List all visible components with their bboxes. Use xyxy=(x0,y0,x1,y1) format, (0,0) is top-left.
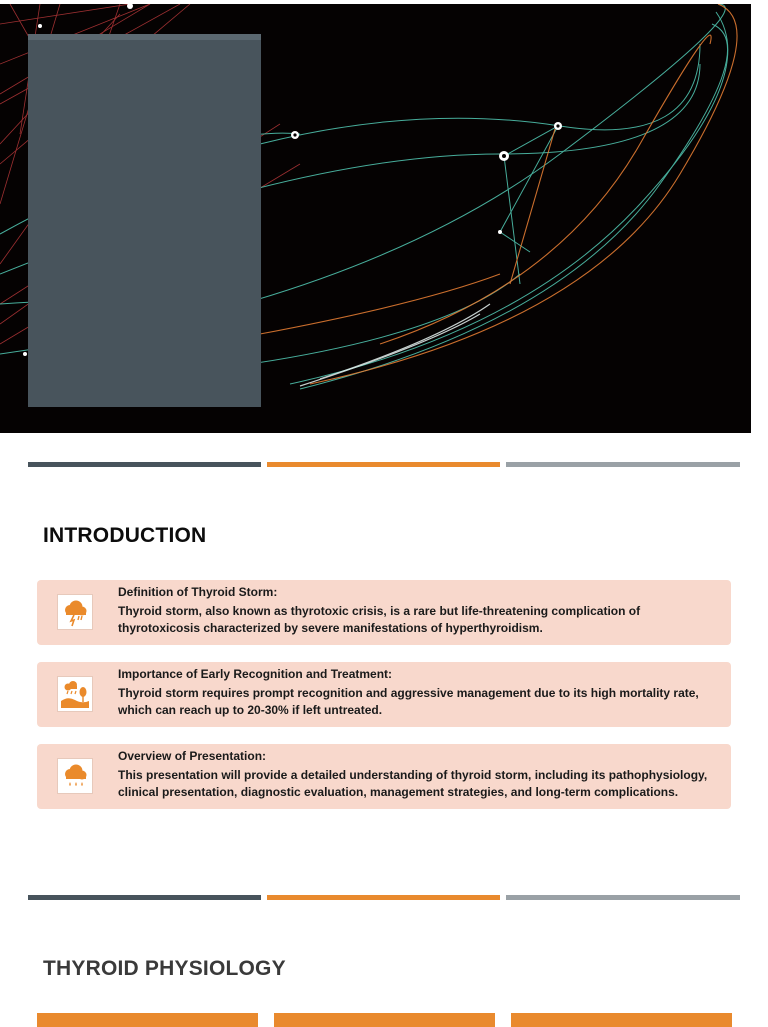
divider-segment-orange xyxy=(267,895,500,900)
physiology-tile-2 xyxy=(274,1013,495,1027)
title-panel xyxy=(28,34,261,407)
divider-segment-slate xyxy=(28,895,261,900)
card-text: Thyroid storm, also known as thyrotoxic crisis, is a rare but life-threatening complication of thyrotoxicosis characterized by severe manifestations of hyperthyroidism. xyxy=(118,604,641,635)
physiology-tile-1 xyxy=(37,1013,258,1027)
title-panel-accent-bar xyxy=(28,34,261,40)
card-text: This presentation will provide a detailed understanding of thyroid storm, including its pathophysiology, clinical presentation, diagnostic evaluation, management strategies, and long-term complications. xyxy=(118,768,708,799)
card-title: Definition of Thyroid Storm: xyxy=(118,585,278,599)
introduction-heading: INTRODUCTION xyxy=(43,524,207,547)
physiology-tile-3 xyxy=(511,1013,732,1027)
divider-segment-gray xyxy=(506,895,740,900)
cloud-rain-icon xyxy=(57,758,93,794)
intro-card-overview xyxy=(37,744,731,809)
divider-segment-slate xyxy=(28,462,261,467)
card-title: Overview of Presentation: xyxy=(118,749,267,763)
section-divider xyxy=(28,895,740,900)
section-divider xyxy=(28,462,740,467)
physiology-heading: THYROID PHYSIOLOGY xyxy=(43,957,286,980)
intro-card-early-recognition xyxy=(37,662,731,727)
card-title: Importance of Early Recognition and Treatment: xyxy=(118,667,393,681)
landscape-rain-icon xyxy=(57,676,93,712)
cloud-storm-icon xyxy=(57,594,93,630)
card-text: Thyroid storm requires prompt recognition and aggressive management due to its high mortality rate, which can reach up to 20-30% if left untreated. xyxy=(118,686,699,717)
intro-card-definition xyxy=(37,580,731,645)
divider-segment-gray xyxy=(506,462,740,467)
divider-segment-orange xyxy=(267,462,500,467)
title-slide-background xyxy=(0,4,751,433)
